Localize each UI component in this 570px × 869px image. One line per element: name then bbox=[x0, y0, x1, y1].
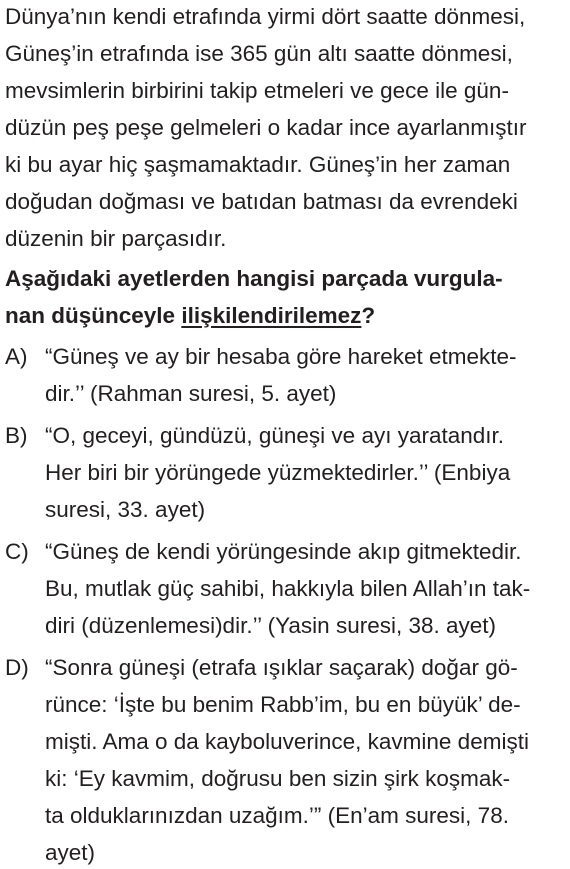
option-line: “Güneş de kendi yörüngesinde akıp gitmektedir. bbox=[45, 539, 522, 564]
option-line: ta olduklarınızdan uzağım.’” (En’am suresi, 78. bbox=[45, 803, 509, 828]
option-letter: C) bbox=[5, 539, 29, 564]
option-line: Her biri bir yörüngede yüzmektedirler.’’ (Enbiya bbox=[45, 460, 511, 485]
option-line: diri (düzenlemesi)dir.’’ (Yasin suresi, 38. ayet) bbox=[45, 613, 497, 638]
option-line: “Sonra güneşi (etrafa ışıklar saçarak) doğar gö- bbox=[45, 655, 518, 680]
passage-line: düzün peş peşe gelmeleri o kadar ince ayarlanmıştır bbox=[5, 115, 527, 140]
option-line: dir.’’ (Rahman suresi, 5. ayet) bbox=[45, 381, 337, 406]
passage-line: doğudan doğması ve batıdan batması da evrendeki bbox=[5, 189, 518, 214]
passage-line: ki bu ayar hiç şaşmamaktadır. Güneş’in her zaman bbox=[5, 152, 511, 177]
option-letter: A) bbox=[5, 344, 28, 369]
question-line bbox=[5, 302, 375, 330]
question-emphasis: ilişkilendirilemez bbox=[181, 303, 362, 328]
option-line: suresi, 33. ayet) bbox=[45, 497, 206, 522]
question-text: nan düşünceyle bbox=[5, 303, 182, 328]
passage-line: düzenin bir parçasıdır. bbox=[5, 226, 227, 251]
question-mark: ? bbox=[361, 303, 376, 328]
passage-line: mevsimlerin birbirini takip etmeleri ve gece ile gün- bbox=[5, 78, 509, 103]
passage-line: Dünya’nın kendi etrafında yirmi dört saatte dönmesi, bbox=[5, 4, 526, 29]
option-line: “Güneş ve ay bir hesaba göre hareket etmekte- bbox=[45, 344, 517, 369]
passage-line: Güneş’in etrafında ise 365 gün altı saatte dönmesi, bbox=[5, 41, 513, 66]
option-line: ki: ‘Ey kavmim, doğrusu ben sizin şirk koşmak- bbox=[45, 766, 511, 791]
option-line: mişti. Ama o da kayboluverince, kavmine demişti bbox=[45, 729, 529, 754]
option-letter: D) bbox=[5, 655, 29, 680]
option-line: ayet) bbox=[45, 840, 96, 865]
option-line: rünce: ‘İşte bu benim Rabb’im, bu en büyük’ de- bbox=[45, 692, 521, 717]
option-line: “O, geceyi, gündüzü, güneşi ve ayı yaratandır. bbox=[45, 423, 505, 448]
question-line: Aşağıdaki ayetlerden hangisi parçada vurgula- bbox=[5, 266, 503, 291]
option-line: Bu, mutlak güç sahibi, hakkıyla bilen Allah’ın tak- bbox=[45, 576, 531, 601]
option-letter: B) bbox=[5, 423, 28, 448]
